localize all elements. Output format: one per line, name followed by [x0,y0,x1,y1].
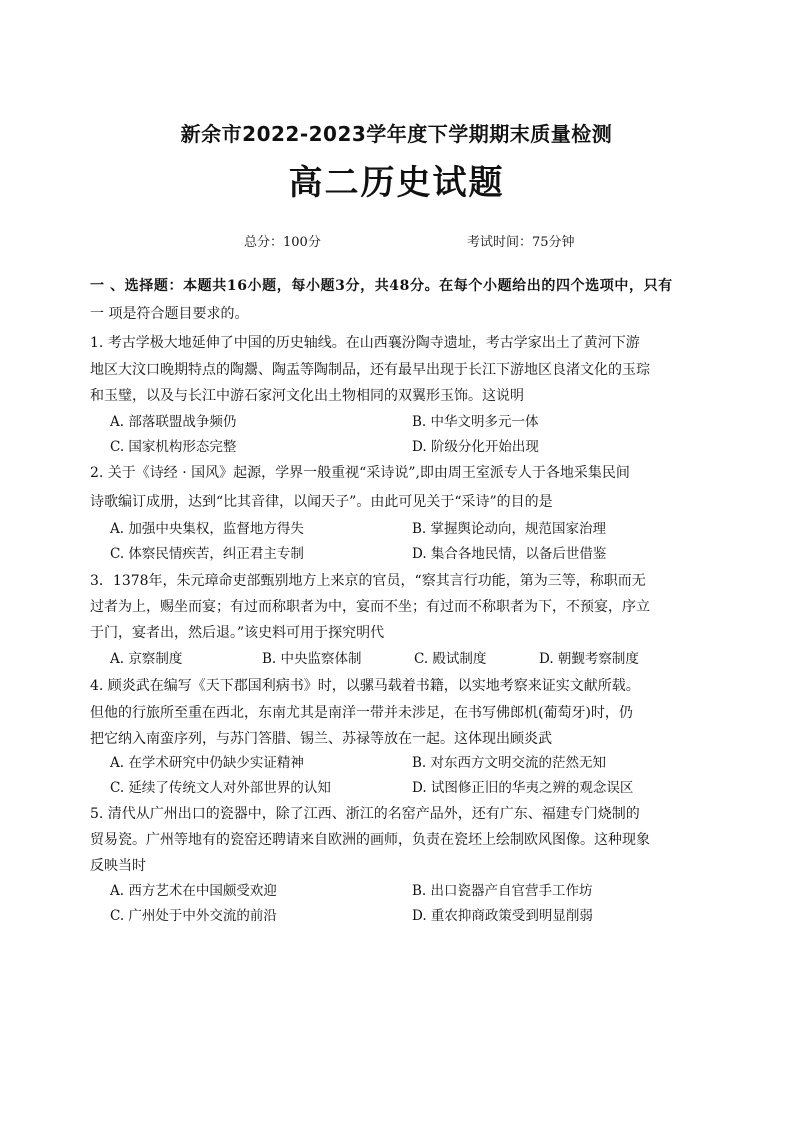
question-3-option-d: D. 朝觐考察制度 [539,651,639,667]
total-score: 总分：100分 [244,235,321,250]
question-4-option-c: C. 延续了传统文人对外部世界的认知 [110,780,331,796]
question-5-line-1: 5. 清代从广州出口的瓷器中，除了江西、浙江的名窑产品外，还有广东、福建专门烧制的 [90,806,640,822]
subject-title: 高二历史试题 [288,163,505,203]
question-1-line-3: 和玉璧，以及与长江中游石家河文化出土物相同的双翼形玉饰。这说明 [90,388,524,404]
question-2-option-a: A. 加强中央集权，监督地方得失 [110,521,304,537]
question-3-option-c: C. 殿试制度 [414,651,487,667]
question-1-line-1: 1. 考古学极大地延伸了中国的历史轴线。在山西襄汾陶寺遗址，考古学家出土了黄河下游 [90,335,640,351]
section-instruction-line-1: 一 、选择题：本题共16小题，每小题3分，共48分。在每个小题给出的四个选项中，只有 [90,278,673,294]
question-1-line-2: 地区大汶口晚期特点的陶鬶、陶盂等陶制品，还有最早出现于长江下游地区良渚文化的玉琮 [90,362,650,378]
question-5-option-a: A. 西方艺术在中国颇受欢迎 [110,883,277,899]
question-5-option-d: D. 重农抑商政策受到明显削弱 [412,908,593,924]
question-4-option-b: B. 对东西方文明交流的茫然无知 [412,755,607,771]
question-3-line-1: 3．1378年，朱元璋命吏部甄别地方上来京的官员，“察其言行功能，第为三等，称职而无 [90,573,646,589]
question-1-option-a: A. 部落联盟战争频仍 [110,414,237,430]
question-5-option-c: C. 广州处于中外交流的前沿 [110,908,277,924]
question-4-option-a: A. 在学术研究中仍缺少实证精神 [110,755,304,771]
question-4-line-1: 4. 顾炎武在编写《天下郡国利病书》时，以骡马载着书籍，以实地考察来证实文献所载。 [90,678,640,694]
question-4-option-d: D. 试图修正旧的华夷之辨的观念误区 [412,780,634,796]
question-3-line-3: 于门，宴者出，然后退。”该史料可用于探究明代 [90,625,385,641]
question-2-option-b: B. 掌握舆论动向，规范国家治理 [412,521,607,537]
question-3-option-a: A. 京察制度 [110,651,183,667]
question-2-option-c: C. 体察民情疾苦，纠正君主专制 [110,546,304,562]
exam-header-title: 新余市2022-2023学年度下学期期末质量检测 [180,122,613,146]
question-3-line-2: 过者为上，赐坐而宴；有过而称职者为中，宴而不坐；有过而不称职者为下，不预宴，序立 [90,599,650,615]
question-3-option-b: B. 中央监察体制 [262,651,362,667]
question-4-line-2: 但他的行旅所至重在西北，东南尤其是南洋一带并未涉足，在书写佛郎机(葡萄牙)时，仍 [90,705,633,721]
question-5-line-3: 反映当时 [90,858,146,874]
question-2-option-d: D. 集合各地民情，以备后世借鉴 [412,546,607,562]
question-1-option-b: B. 中华文明多元一体 [412,414,539,430]
question-4-line-3: 把它纳入南蛮序列，与苏门答腊、锡兰、苏禄等放在一起。这体现出顾炎武 [90,731,552,747]
section-instruction-line-2: 一 项是符合题目要求的。 [90,306,249,322]
question-2-line-2: 诗歌编订成册，达到“比其音律，以闻天子”。由此可见关于“采诗”的目的是 [90,494,553,510]
question-2-line-1: 2. 关于《诗经 · 国风》起源，学界一般重视“采诗说”,即由周王室派专人于各地采集民间 [90,465,630,481]
question-1-option-d: D. 阶级分化开始出现 [412,439,539,455]
exam-time: 考试时间：75分钟 [467,235,575,250]
question-5-line-2: 贸易瓷。广州等地有的瓷窑还聘请来自欧洲的画师，负责在瓷坯上绘制欧风图像。这种现象 [90,832,650,848]
question-1-option-c: C. 国家机构形态完整 [110,439,237,455]
question-5-option-b: B. 出口瓷器产自官营手工作坊 [412,883,593,899]
